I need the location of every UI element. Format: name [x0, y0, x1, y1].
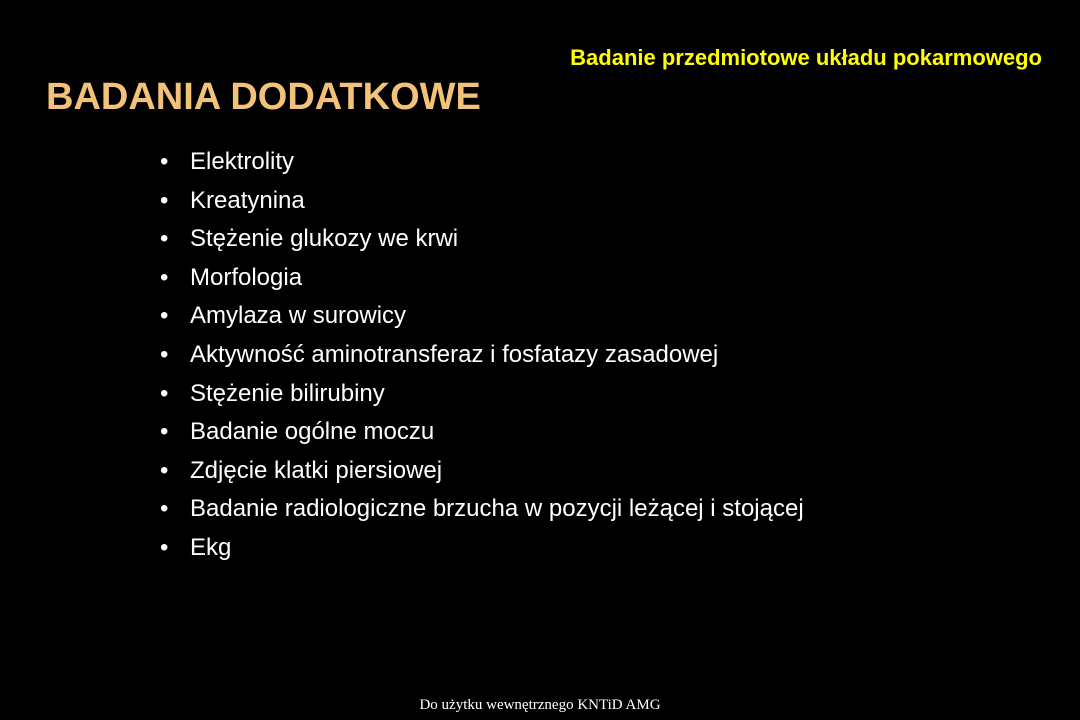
bullet-icon: • — [160, 302, 169, 330]
list-item — [160, 375, 804, 414]
list-item-label: Stężenie glukozy we krwi — [190, 225, 459, 253]
list-item-label: Stężenie bilirubiny — [190, 379, 385, 407]
bullet-list — [160, 143, 804, 568]
list-item — [160, 259, 804, 298]
list-item — [160, 336, 804, 375]
list-item-label: Aktywność aminotransferaz i fosfatazy zasadowej — [190, 340, 719, 368]
list-item-label: Kreatynina — [190, 186, 305, 214]
bullet-icon: • — [160, 148, 169, 175]
list-item — [160, 143, 804, 182]
header-subtitle: Badanie przedmiotowe układu pokarmowego — [570, 45, 1042, 70]
bullet-icon: • — [160, 225, 169, 253]
list-item — [160, 220, 804, 259]
slide-title: BADANIA DODATKOWE — [46, 76, 481, 118]
footer-note: Do użytku wewnętrznego KNTiD AMG — [419, 697, 661, 713]
bullet-icon: • — [160, 495, 169, 523]
list-item — [160, 182, 804, 221]
list-item-label: Amylaza w surowicy — [190, 302, 407, 330]
bullet-icon: • — [160, 263, 169, 291]
bullet-icon: • — [160, 379, 169, 407]
list-item — [160, 490, 804, 529]
bullet-icon: • — [160, 186, 169, 214]
list-item — [160, 452, 804, 491]
bullet-icon: • — [160, 418, 169, 446]
list-item-label: Ekg — [190, 533, 232, 561]
list-item-label: Badanie ogólne moczu — [190, 418, 435, 446]
list-item-label: Morfologia — [190, 263, 303, 291]
bullet-icon: • — [160, 533, 169, 561]
list-item — [160, 413, 804, 452]
list-item — [160, 297, 804, 336]
list-item — [160, 529, 804, 568]
list-item-label: Badanie radiologiczne brzucha w pozycji leżącej i stojącej — [190, 495, 804, 523]
list-item-label: Zdjęcie klatki piersiowej — [190, 456, 443, 484]
list-item-label: Elektrolity — [190, 148, 295, 175]
bullet-icon: • — [160, 340, 169, 368]
bullet-icon: • — [160, 456, 169, 484]
